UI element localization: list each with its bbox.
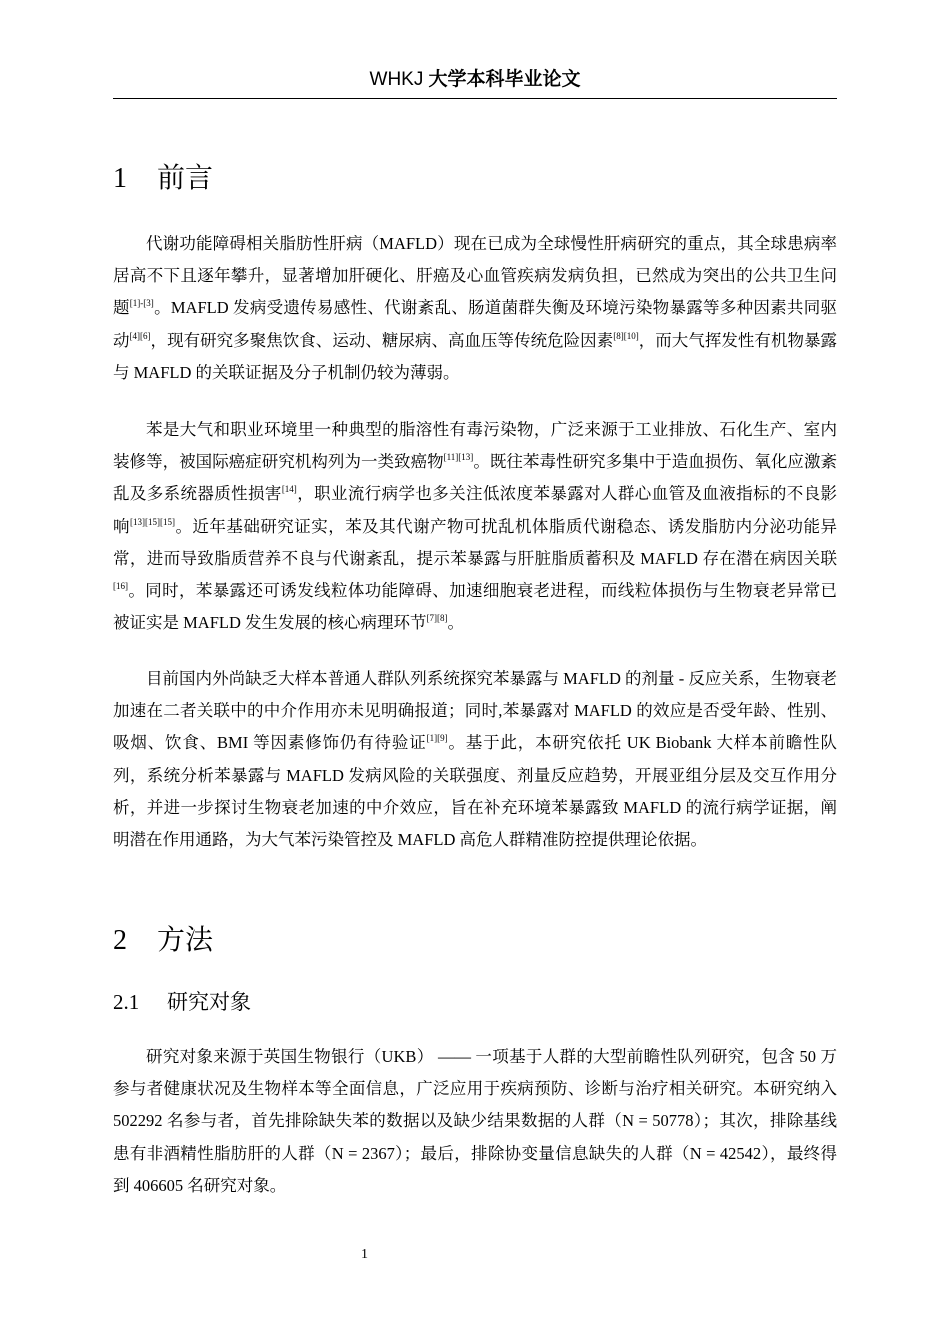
- citation-reference: [13][15][15]: [129, 516, 175, 527]
- subsection-number: 2.1: [113, 990, 140, 1014]
- paragraph-text: ，而大气挥发性有机物暴露与 MAFLD 的关联证据及分子机制仍较为薄弱。: [113, 330, 838, 382]
- paragraph-text: 。近年基础研究证实，苯及其代谢产物可扰乱机体脂质代谢稳态、诱发脂肪内分泌功能异常，进而导致脂质营养不良与代谢紊乱，提示苯暴露与肝脏脂质蓄积及 MAFLD 存在潜在病因关联: [113, 516, 838, 568]
- section-number: 1: [113, 163, 127, 194]
- citation-reference: [7][8]: [426, 613, 448, 624]
- citation-reference: [14]: [281, 484, 297, 495]
- citation-reference: [16]: [113, 581, 128, 592]
- section-number: 2: [113, 925, 127, 956]
- citation-reference: [8][10]: [613, 330, 639, 341]
- paragraph: [113, 414, 837, 639]
- paragraph-text: 。: [447, 613, 465, 633]
- paragraph-text: 目前国内外尚缺乏大样本普通人群队列系统探究苯暴露与 MAFLD 的剂量 - 反应关系，生物衰老加速在二者关联中的中介作用亦未见明确报道；同时,苯暴露对 MAFLD 的效应是否受年龄、性别、吸烟、饮食、BMI 等因素修饰仍有待验证: [113, 669, 837, 753]
- paragraph-text: ，职业流行病学也多关注低浓度苯暴露对人群心血管及血液指标的不良影响: [113, 484, 838, 536]
- section-title: 方法: [157, 923, 214, 956]
- paragraph-text: 代谢功能障碍相关脂肪性肝病（MAFLD）现在已成为全球慢性肝病研究的重点，其全球患病率居高不下且逐年攀升，显著增加肝硬化、肝癌及心血管疾病发病负担，已然成为突出的公共卫生问题: [113, 234, 837, 318]
- paragraph-text: 。MAFLD 发病受遗传易感性、代谢紊乱、肠道菌群失衡及环境污染物暴露等多种因素共同驱动: [113, 298, 838, 350]
- citation-reference: [4][6]: [129, 330, 151, 341]
- citation-reference: [11][13]: [443, 452, 474, 463]
- paragraph-text: 研究对象来源于英国生物银行（UKB） —— 一项基于人群的大型前瞻性队列研究，包含 50 万参与者健康状况及生物样本等全面信息，广泛应用于疾病预防、诊断与治疗相关研究。本研究纳入 502292 名参与者，首先排除缺失苯的数据以及缺少结果数据的人群（N = 50778）；其次，排除基线患有非酒精性脂肪肝的人群（N = 2367）；最后，排除协变量信息缺失的人群（N = 42542），最终得到 406605 名研究对象。: [113, 1047, 837, 1195]
- section-heading-2: [113, 922, 213, 959]
- section-heading-1: [113, 160, 213, 197]
- paragraph: [113, 663, 837, 856]
- page-header: [113, 64, 837, 99]
- citation-reference: [1]-[3]: [129, 298, 154, 309]
- page-number: 1: [361, 1247, 368, 1262]
- header-title: 大学本科毕业论文: [428, 68, 581, 90]
- subsection-heading: [113, 988, 251, 1016]
- paragraph-text: 。同时，苯暴露还可诱发线粒体功能障碍、加速细胞衰老进程，而线粒体损伤与生物衰老异常已被证实是 MAFLD 发生发展的核心病理环节: [113, 581, 837, 633]
- paragraph: [113, 1041, 837, 1202]
- section-title: 前言: [157, 161, 214, 194]
- citation-reference: [1][9]: [426, 733, 448, 744]
- header-latin-text: WHKJ: [369, 69, 424, 90]
- subsection-title: 研究对象: [167, 990, 251, 1014]
- paragraph-text: 。既往苯毒性研究多集中于造血损伤、氧化应激紊乱及多系统器质性损害: [113, 452, 838, 504]
- paragraph-text: 。基于此，本研究依托 UK Biobank 大样本前瞻性队列，系统分析苯暴露与 MAFLD 发病风险的关联强度、剂量反应趋势，开展亚组分层及交互作用分析，并进一步探讨生物衰老加速的中介效应，旨在补充环境苯暴露致 MAFLD 的流行病学证据，阐明潜在作用通路，为大气苯污染管控及 MAFLD 高危人群精准防控提供理论依据。: [113, 733, 837, 850]
- paragraph-text: ，现有研究多聚焦饮食、运动、糖尿病、高血压等传统危险因素: [150, 330, 614, 350]
- paragraph-text: 苯是大气和职业环境里一种典型的脂溶性有毒污染物，广泛来源于工业排放、石化生产、室内装修等，被国际癌症研究机构列为一类致癌物: [113, 420, 837, 472]
- paragraph: [113, 228, 837, 389]
